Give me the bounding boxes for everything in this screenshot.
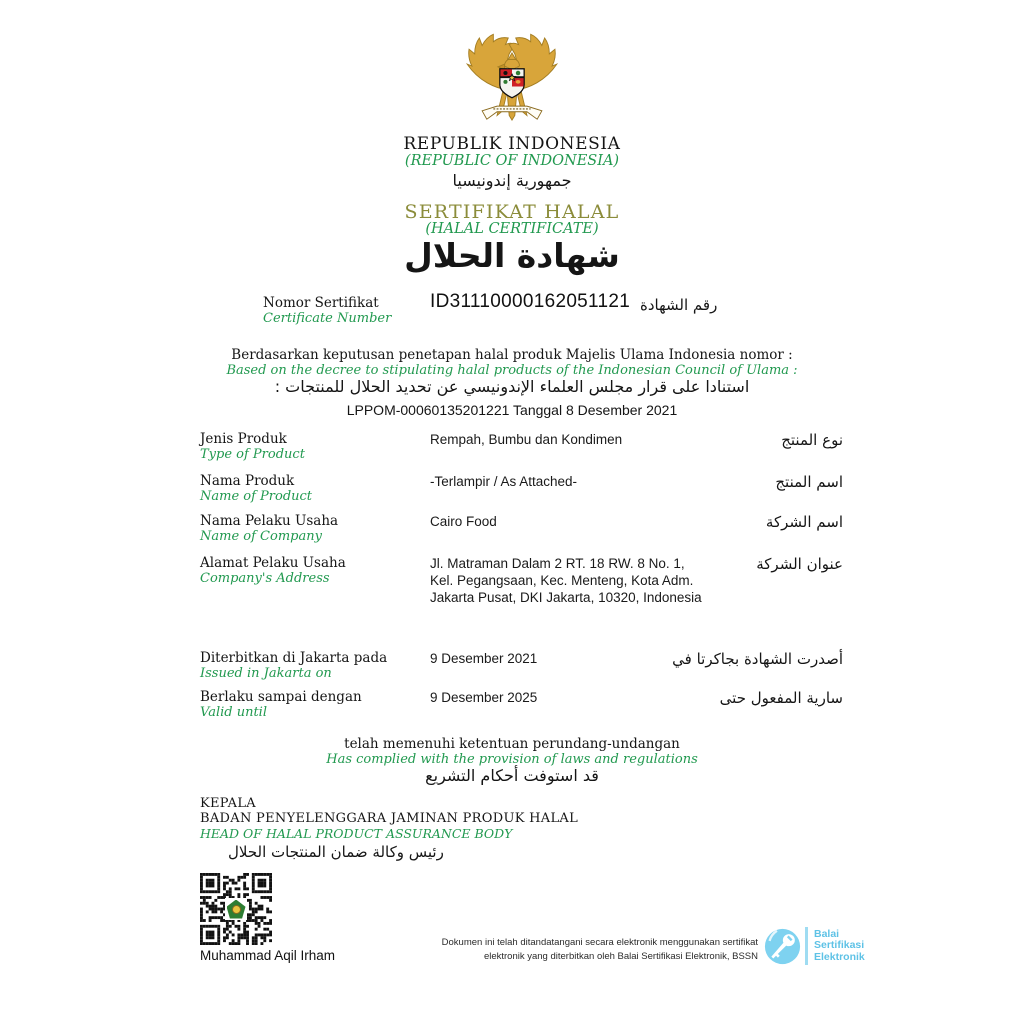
field-label-en: Valid until <box>200 705 267 720</box>
electronic-signature-note <box>428 936 758 963</box>
bse-text-line1: Balai <box>814 927 840 940</box>
field-label: Alamat Pelaku Usaha <box>200 555 346 571</box>
country-name: REPUBLIK INDONESIA <box>403 134 621 154</box>
field-value: 9 Desember 2025 <box>430 690 538 705</box>
field-label-en: Issued in Jakarta on <box>200 666 332 681</box>
certificate-title-en: (HALAL CERTIFICATE) <box>425 221 599 237</box>
field-label-ar: أصدرت الشهادة بجاكرتا في <box>672 650 843 668</box>
field-value: Jl. Matraman Dalam 2 RT. 18 RW. 8 No. 1, Kel. Pegangsaan, Kec. Menteng, Kota Adm. Jakarta Pusat, DKI Jakarta, 10320, Indonesia <box>430 556 702 605</box>
certificate-number-value: ID31110000162051121 <box>430 291 631 312</box>
field-label: Diterbitkan di Jakarta pada <box>200 650 388 666</box>
country-name-en: (REPUBLIC OF INDONESIA) <box>404 153 620 169</box>
field-label-ar: عنوان الشركة <box>756 555 843 573</box>
field-label-ar: سارية المفعول حتى <box>719 689 843 707</box>
signatory-title-ar: رئيس وكالة ضمان المنتجات الحلال <box>228 843 444 861</box>
country-name-ar: جمهورية إندونيسيا <box>452 171 572 190</box>
field-value: Rempah, Bumbu dan Kondimen <box>430 432 623 447</box>
kemenag-logo <box>225 898 247 920</box>
certificate-number-label-id: Nomor Sertifikat <box>263 295 379 311</box>
field-value: Cairo Food <box>430 514 497 529</box>
compliance-line-ar: قد استوفت أحكام التشريع <box>425 766 599 785</box>
field-label-ar: اسم الشركة <box>765 513 843 531</box>
field-label-en: Name of Product <box>200 489 313 504</box>
field-label-en: Type of Product <box>200 447 305 462</box>
certificate-number-label-en: Certificate Number <box>263 311 392 326</box>
field-label: Berlaku sampai dengan <box>200 689 362 705</box>
field-label-ar: اسم المنتج <box>775 473 843 491</box>
compliance-line-id: telah memenuhi ketentuan perundang-undangan <box>344 736 680 752</box>
decree-number: LPPOM-00060135201221 Tanggal 8 Desember 2021 <box>346 402 678 418</box>
garuda-pancasila-emblem <box>456 28 568 132</box>
decree-line-ar: استنادا على قرار مجلس العلماء الإندونيسي عن تحديد الحلال للمنتجات : <box>274 377 750 396</box>
field-value: -Terlampir / As Attached- <box>430 474 578 489</box>
certificate-number-label-ar: رقم الشهادة <box>640 296 718 314</box>
certificate-title: SERTIFIKAT HALAL <box>404 201 620 223</box>
field-label: Nama Pelaku Usaha <box>200 513 339 529</box>
field-value: 9 Desember 2021 <box>430 651 538 666</box>
certificate-title-ar: شهادة الحلال <box>404 236 620 275</box>
field-label-en: Name of Company <box>200 529 322 544</box>
decree-line-en: Based on the decree to stipulating halal products of the Indonesian Council of Ulama : <box>226 363 798 378</box>
compliance-line-en: Has complied with the provision of laws and regulations <box>326 752 698 767</box>
signatory-title: KEPALA <box>200 796 256 811</box>
balai-sertifikasi-elektronik-logo <box>764 927 865 965</box>
field-label-ar: نوع المنتج <box>781 431 843 449</box>
field-label-en: Company's Address <box>200 571 330 586</box>
field-label: Jenis Produk <box>200 431 287 447</box>
qr-code <box>200 873 272 945</box>
field-label: Nama Produk <box>200 473 295 489</box>
bse-text-line3: Elektronik <box>814 950 865 963</box>
signatory-title-en: HEAD OF HALAL PRODUCT ASSURANCE BODY <box>200 826 513 841</box>
certificate-number-label <box>263 295 391 327</box>
bse-divider <box>805 927 808 965</box>
bse-key-icon <box>764 928 801 965</box>
note-line-2: elektronik yang diterbitkan oleh Balai Sertifikasi Elektronik, BSSN <box>483 950 758 962</box>
signatory-name: Muhammad Aqil Irham <box>200 948 336 963</box>
note-line-1: Dokumen ini telah ditandatangani secara elektronik menggunakan sertifikat <box>441 937 758 948</box>
bse-text-line2: Sertifikasi <box>814 939 865 952</box>
decree-line-id: Berdasarkan keputusan penetapan halal produk Majelis Ulama Indonesia nomor : <box>231 347 793 363</box>
signatory-org: BADAN PENYELENGGARA JAMINAN PRODUK HALAL <box>200 811 579 826</box>
